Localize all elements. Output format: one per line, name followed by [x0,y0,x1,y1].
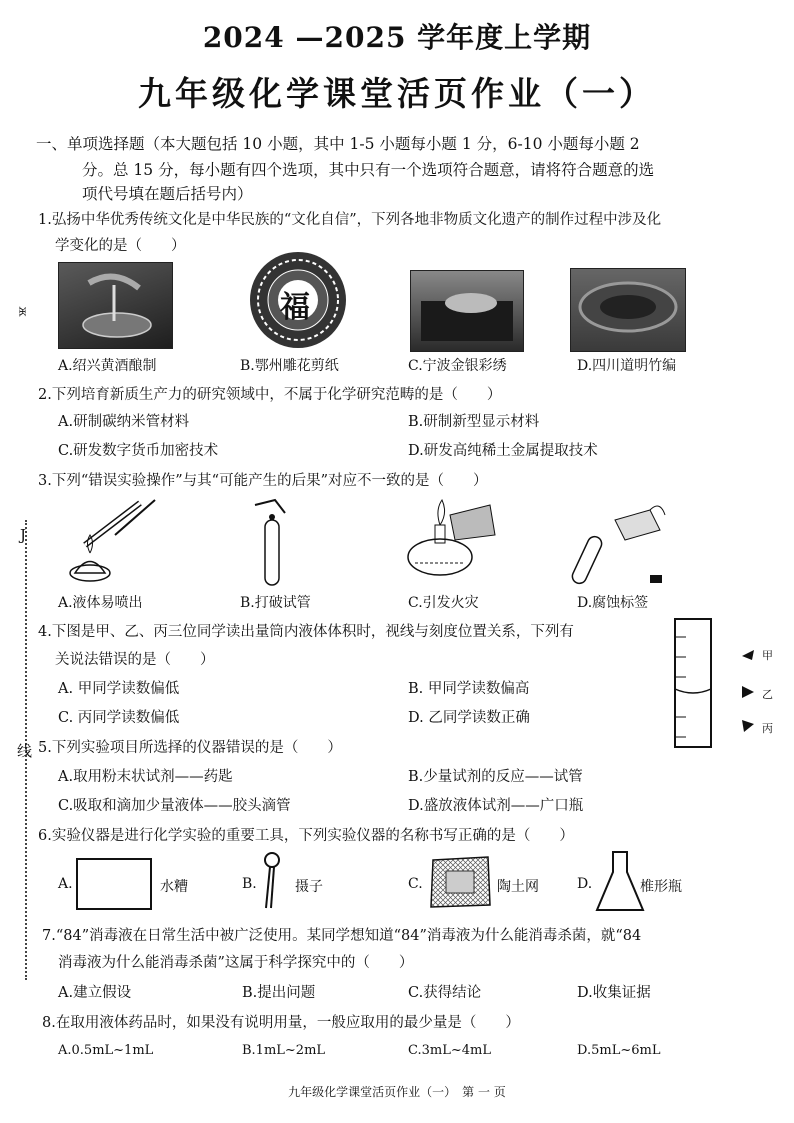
option-text: C.研发数字货币加密技术 [58,443,219,459]
fu-character: 福 [280,290,310,325]
option-text: D.腐蚀标签 [577,595,649,611]
question-stem: 1.弘扬中华优秀传统文化是中华民族的“文化自信”，下列各地非物质文化遗产的制作过程中涉及化 [38,212,662,228]
option-name: 水糟 [160,879,188,895]
clay-gauze-icon [428,855,493,910]
margin-mark: J [20,526,27,544]
option-text: A. 甲同学读数偏低 [58,681,180,697]
question-stem: 4.下图是甲、乙、丙三位同学读出量筒内液体体积时，视线与刻度位置关系，下列有 [38,624,574,640]
section-instructions-line: 项代号填在题后括号内） [82,185,253,203]
eye-icon [742,720,756,732]
question-stem: 8.在取用液体药品时，如果没有说明用量，一般应取用的最少量是（ ） [42,1015,520,1031]
dropping-solid-into-tube-icon [245,495,305,590]
papercut-photo [243,250,353,350]
question-stem: 5.下列实验项目所选择的仪器错误的是（ ） [38,740,342,756]
conical-flask-icon [595,850,645,915]
option-letter: D. [577,876,593,892]
tweezers-icon [258,850,288,912]
option-name: 椎形瓶 [640,879,682,895]
option-text: C. 丙同学读数偏低 [58,710,180,726]
pouring-reagent-icon [555,495,670,590]
section-instructions-line: 一、单项选择题（本大题包括 10 小题，其中 1-5 小题每小题 1 分，6-10 小题每小题 2 [36,135,640,153]
embroidery-photo [410,270,524,352]
option-text: B. 甲同学读数偏高 [408,681,530,697]
option-text: A.研制碳纳米管材料 [58,414,190,430]
eye-label: 丙 [762,722,773,735]
option-text: B.研制新型显示材料 [408,414,540,430]
option-letter: C. [408,876,423,892]
page-title: 九年级化学课堂活页作业（一） [138,74,656,113]
question-stem: 学变化的是（ ） [55,238,186,254]
wine-photo [58,262,173,349]
page-footer: 九年级化学课堂活页作业（一） 第 一 页 [288,1085,506,1099]
option-text: D. 乙同学读数正确 [408,710,530,726]
option-text: C.3mL~4mL [408,1043,491,1058]
question-stem: 6.实验仪器是进行化学实验的重要工具，下列实验仪器的名称书写正确的是（ ） [38,828,574,844]
option-text: C.引发火灾 [408,595,479,611]
option-text: D.收集证据 [577,985,651,1001]
eye-icon [742,650,756,662]
margin-mark: ж [16,306,30,317]
option-text: A.绍兴黄酒酿制 [58,358,157,374]
wine-pouring-icon [59,263,172,348]
heating-test-tube-icon [60,495,160,585]
option-text: B.打破试管 [240,595,311,611]
option-text: B.1mL~2mL [242,1043,326,1058]
lighting-alcohol-lamp-icon [400,495,500,585]
water-trough-icon [75,857,155,912]
option-text: B.提出问题 [242,985,316,1001]
option-text: D.研发高纯稀土金属提取技术 [408,443,598,459]
option-letter: A. [58,876,73,892]
option-text: C.宁波金银彩绣 [408,358,507,374]
option-text: A.建立假设 [58,985,132,1001]
option-letter: B. [242,876,257,892]
option-text: D.盛放液体试剂——广口瓶 [408,798,584,814]
question-stem: 3.下列“错误实验操作”与其“可能产生的后果”对应不一致的是（ ） [38,473,488,489]
eye-label: 甲 [762,649,773,662]
option-name: 陶土网 [497,879,539,895]
option-text: B.少量试剂的反应——试管 [408,769,583,785]
page-subtitle: 2024 —2025 学年度上学期 [202,21,592,54]
option-text: D.5mL~6mL [577,1043,661,1058]
eye-label: 乙 [762,688,773,701]
option-text: B.鄂州雕花剪纸 [240,358,339,374]
option-name: 摄子 [295,879,323,895]
graduated-cylinder-icon [670,617,720,752]
question-stem: 关说法错误的是（ ） [55,652,215,668]
option-text: A.液体易喷出 [58,595,143,611]
option-text: C.吸取和滴加少量液体——胶头滴管 [58,798,291,814]
option-text: A.0.5mL~1mL [58,1043,154,1058]
margin-mark: 线 [17,742,33,760]
section-instructions-line: 分。总 15 分，每小题有四个选项，其中只有一个选项符合题意，请将符合题意的选 [82,161,655,179]
bamboo-weave-photo [570,268,686,352]
question-stem: 2.下列培育新质生产力的研究领域中，不属于化学研究范畴的是（ ） [38,387,502,403]
option-text: C.获得结论 [408,985,482,1001]
question-stem: 7.“84”消毒液在日常生活中被广泛使用。某同学想知道“84”消毒液为什么能消毒杀菌，就“84 [42,928,642,944]
option-text: D.四川道明竹编 [577,358,677,374]
option-text: A.取用粉末状试剂——药匙 [58,769,233,785]
question-stem: 消毒液为什么能消毒杀菌”这属于科学探究中的（ ） [58,955,414,971]
eye-icon [742,686,756,698]
